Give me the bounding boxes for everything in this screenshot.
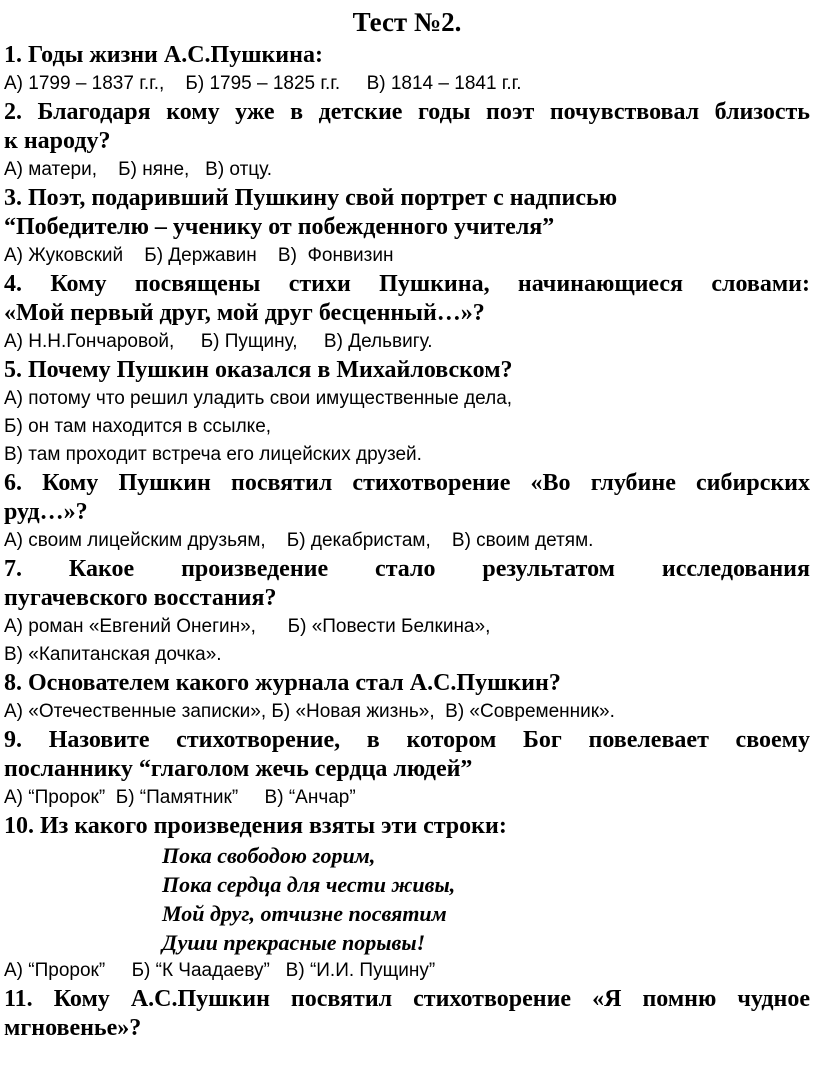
question-10 xyxy=(4,812,810,985)
question-9 xyxy=(4,726,810,812)
question-text: 8. Основателем какого журнала стал А.С.Пушкин? xyxy=(4,670,561,696)
answer-option: А) роман «Евгений Онегин», Б) «Повести Белкина», xyxy=(4,616,491,637)
answer-options: А) матери, Б) няне, В) отцу. xyxy=(4,159,273,180)
question-text: 9. Назовите стихотворение, в котором Бог повелевает своему xyxy=(4,727,810,753)
question-text: руд…»? xyxy=(4,499,88,525)
answer-options: А) “Пророк” Б) “К Чаадаеву” В) “И.И. Пущину” xyxy=(4,960,436,981)
question-text: 6. Кому Пушкин посвятил стихотворение «Во глубине сибирских xyxy=(4,470,810,496)
answer-options: А) Н.Н.Гончаровой, Б) Пущину, В) Дельвигу. xyxy=(4,331,433,352)
question-text: 11. Кому А.С.Пушкин посвятил стихотворение «Я помню чудное xyxy=(4,986,810,1012)
answer-options: А) «Отечественные записки», Б) «Новая жизнь», В) «Современник». xyxy=(4,701,615,722)
question-5 xyxy=(4,356,810,469)
poem-line: Мой друг, отчизне посвятим xyxy=(162,901,447,926)
poem-excerpt xyxy=(162,841,810,957)
question-2 xyxy=(4,98,810,184)
question-text: “Победителю – ученику от побежденного учителя” xyxy=(4,214,555,240)
question-4 xyxy=(4,270,810,356)
answer-options: А) “Пророк” Б) “Памятник” В) “Анчар” xyxy=(4,787,356,808)
question-text: пугачевского восстания? xyxy=(4,585,277,611)
question-7 xyxy=(4,555,810,669)
question-text: 4. Кому посвящены стихи Пушкина, начинающиеся словами: xyxy=(4,271,810,297)
question-text: посланнику “глаголом жечь сердца людей” xyxy=(4,756,473,782)
question-text: 1. Годы жизни А.С.Пушкина: xyxy=(4,42,323,68)
answer-option: В) там проходит встреча его лицейских друзей. xyxy=(4,444,422,465)
question-text: 10. Из какого произведения взяты эти строки: xyxy=(4,813,507,839)
question-3 xyxy=(4,184,810,270)
question-text: «Мой первый друг, мой друг бесценный…»? xyxy=(4,300,485,326)
question-1 xyxy=(4,41,810,98)
question-11 xyxy=(4,985,810,1043)
poem-line: Пока сердца для чести живы, xyxy=(162,872,456,897)
question-6 xyxy=(4,469,810,555)
question-text: 5. Почему Пушкин оказался в Михайловском? xyxy=(4,357,513,383)
document-title: Тест №2. xyxy=(352,7,462,37)
answer-option: Б) он там находится в ссылке, xyxy=(4,416,272,437)
poem-line: Души прекрасные порывы! xyxy=(162,930,426,955)
question-text: 3. Поэт, подаривший Пушкину свой портрет с надписью xyxy=(4,185,618,211)
answer-option: В) «Капитанская дочка». xyxy=(4,644,222,665)
question-text: 2. Благодаря кому уже в детские годы поэт почувствовал близость xyxy=(4,99,810,125)
answer-options: А) 1799 – 1837 г.г., Б) 1795 – 1825 г.г. В) 1814 – 1841 г.г. xyxy=(4,73,522,94)
poem-line: Пока свободою горим, xyxy=(162,843,376,868)
question-8 xyxy=(4,669,810,726)
answer-options: А) своим лицейским друзьям, Б) декабристам, В) своим детям. xyxy=(4,530,594,551)
question-text: к народу? xyxy=(4,128,111,154)
question-text: мгновенье»? xyxy=(4,1015,142,1041)
question-text: 7. Какое произведение стало результатом исследования xyxy=(4,556,810,582)
answer-option: А) потому что решил уладить свои имущественные дела, xyxy=(4,388,513,409)
answer-options: А) Жуковский Б) Державин В) Фонвизин xyxy=(4,245,394,266)
